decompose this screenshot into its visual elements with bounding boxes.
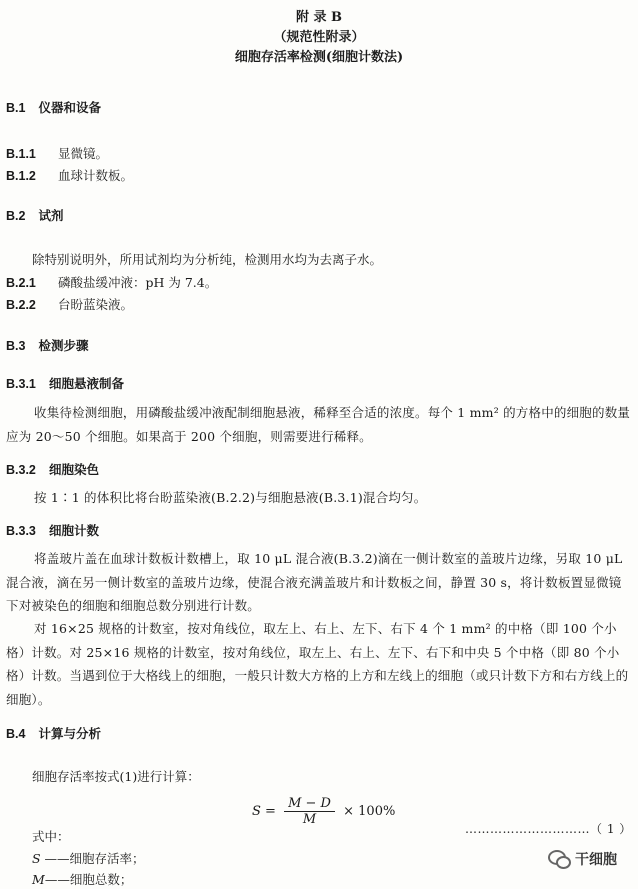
item-text: 显微镜。 (58, 146, 109, 161)
item-b2-2 (6, 295, 133, 313)
section-number: B.3 (6, 339, 26, 353)
item-number: B.2.1 (6, 276, 36, 290)
appendix-label: 附 录 B (295, 10, 343, 25)
where-label: 式中： (32, 829, 70, 844)
subsection-number: B.3.3 (6, 524, 36, 538)
definition-text: ——细胞总数； (44, 872, 133, 887)
item-text: 血球计数板。 (58, 168, 134, 183)
item-number: B.1.1 (6, 147, 36, 161)
subsection-b3-1-heading (6, 374, 124, 392)
section-title: 计算与分析 (38, 726, 102, 741)
subsection-title: 细胞计数 (48, 523, 99, 538)
section-number: B.4 (6, 727, 26, 741)
section-title: 仪器和设备 (38, 100, 102, 115)
item-b2-1 (6, 273, 217, 291)
section-b1-heading (6, 98, 101, 116)
formula-lhs: S = (252, 804, 276, 819)
definition-symbol: M (32, 872, 45, 887)
equation-number: …………………………（ 1 ） (465, 822, 632, 836)
subsection-title: 细胞悬液制备 (48, 376, 124, 391)
b3-2-paragraph: 按 1∶1 的体积比将台盼蓝染液(B.2.2)与细胞悬液(B.3.1)混合均匀。 (34, 490, 427, 505)
section-number: B.2 (6, 209, 26, 223)
b2-intro: 除特别说明外，所用试剂均为分析纯，检测用水均为去离子水。 (32, 252, 383, 267)
item-b1-1 (6, 144, 108, 162)
item-b1-2 (6, 166, 133, 184)
formula-denominator: M (302, 812, 317, 827)
section-number: B.1 (6, 101, 26, 115)
item-number: B.1.2 (6, 169, 36, 183)
section-b4-heading (6, 724, 101, 742)
b3-3-paragraph-1: 将盖玻片盖在血球计数板计数槽上，取 10 μL 混合液(B.3.2)滴在一侧计数室的盖玻片边缘，另取 10 μL 混合液，滴在另一侧计数室的盖玻片边缘，使混合液充满盖玻片和计数板之间，静置 30 s，将计数板置显微镜下对被染色的细胞和细胞总数分别进行计数。 (6, 551, 623, 613)
watermark-text: 干细胞 (575, 851, 617, 867)
subsection-title: 细胞染色 (48, 462, 99, 477)
item-number: B.2.2 (6, 298, 36, 312)
section-title: 检测步骤 (38, 338, 89, 353)
b3-1-paragraph: 收集待检测细胞，用磷酸盐缓冲液配制细胞悬液，稀释至合适的浓度。每个 1 mm² 的方格中的细胞的数量应为 20～50 个细胞。如果高于 200 个细胞，则需要进行稀释。 (6, 405, 631, 444)
definition-symbol: S (32, 851, 41, 866)
item-text: 台盼蓝染液。 (58, 297, 134, 312)
b4-intro: 细胞存活率按式(1)进行计算： (32, 769, 200, 784)
item-text: 磷酸盐缓冲液：pH 为 7.4。 (58, 275, 218, 290)
definition-s (32, 849, 145, 867)
b3-3-paragraph-2: 对 16×25 规格的计数室，按对角线位，取左上、右上、左下、右下 4 个 1 mm² 的中格（即 100 个小格）计数。对 25×16 规格的计数室，按对角线位，取左上、右上、左下、右下和中央 5 个中格（即 80 个小格）计数。当遇到位于大格线上的细胞，一般只计数大方格的上方和左线上的细胞（或只计数下方和右方线上的细胞）。 (6, 621, 629, 707)
section-title: 试剂 (38, 208, 64, 223)
watermark (548, 849, 617, 869)
formula-fraction (284, 796, 335, 827)
definition-m (32, 870, 132, 888)
section-b2-heading (6, 206, 64, 224)
survival-rate-formula (252, 796, 395, 827)
subsection-number: B.3.2 (6, 463, 36, 477)
wechat-icon (548, 850, 570, 868)
subsection-b3-2-heading (6, 460, 99, 478)
normative-label: （规范性附录） (273, 30, 365, 45)
formula-numerator: M − D (284, 796, 335, 812)
formula-rhs: × 100% (343, 804, 396, 819)
definition-text: ——细胞存活率； (40, 851, 145, 866)
subsection-b3-3-heading (6, 521, 99, 539)
subsection-number: B.3.1 (6, 377, 36, 391)
section-b3-heading (6, 336, 89, 354)
appendix-title: 细胞存活率检测(细胞计数法) (234, 50, 404, 65)
